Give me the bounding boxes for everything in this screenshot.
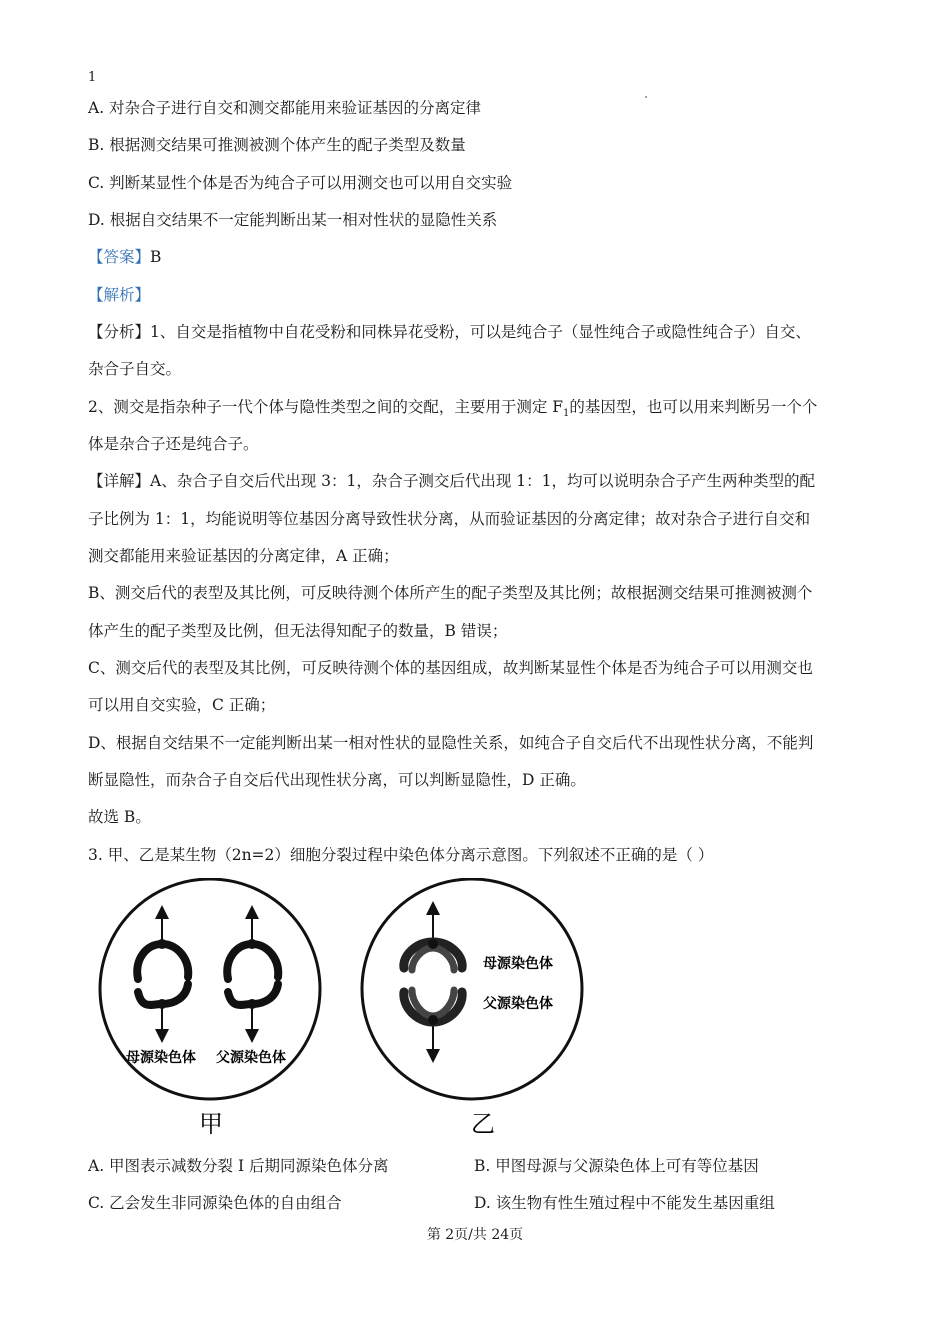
page-marker: 1 <box>88 70 97 85</box>
fenxi-tag: 【分析】 <box>88 323 151 341</box>
yi-label-mother: 母源染色体 <box>483 956 553 972</box>
yi-centromere-lower <box>428 1015 438 1025</box>
stray-dot <box>645 96 647 98</box>
fenxi-line-2: 杂合子自交。 <box>88 360 182 378</box>
jia-centromere-upper-right <box>247 939 257 949</box>
q2-option-d: D. 根据自交结果不一定能判断出某一相对性状的显隐性关系 <box>88 211 498 229</box>
q3-stem: 3. 甲、乙是某生物（2n=2）细胞分裂过程中染色体分离示意图。下列叙述不正确的是（ ） <box>88 846 714 864</box>
yi-chromosome-mother-b <box>412 948 454 970</box>
jia-caption: 甲 <box>199 1110 223 1138</box>
jia-centromere-upper-left <box>157 939 167 949</box>
q2-option-c: C. 判断某显性个体是否为纯合子可以用测交也可以用自交实验 <box>88 174 513 192</box>
ceji-line-2: 体是杂合子还是纯合子。 <box>88 435 259 453</box>
jia-centromere-lower-right <box>247 999 257 1009</box>
ceji-text-1a: 2、测交是指杂种子一代个体与隐性类型之间的交配，主要用于测定 F <box>88 398 564 416</box>
fenxi-text-1: 1、自交是指植物中自花受粉和同株异花受粉，可以是纯合子（显性纯合子或隐性纯合子）自交、 <box>150 323 811 341</box>
yi-caption: 乙 <box>471 1110 495 1138</box>
jia-label-mother: 母源染色体 <box>126 1050 196 1066</box>
jia-chromosome-mother-left <box>137 944 188 979</box>
yi-chromosome-father-b <box>412 990 454 1016</box>
page-footer: 第 2页/共 24页 <box>426 1227 524 1243</box>
jia-cell-outline <box>100 879 320 1099</box>
detail-d-line-2: 断显隐性，而杂合子自交后代出现性状分离，可以判断显隐性，D 正确。 <box>88 771 586 789</box>
answer-tag: 【答案】 <box>88 248 151 266</box>
ceji-text-1b: 的基因型，也可以用来判断另一个个 <box>569 398 818 416</box>
ceji-subscript: 1 <box>563 408 570 420</box>
q3-option-a: A. 甲图表示减数分裂 I 后期同源染色体分离 <box>88 1157 389 1175</box>
detail-a-line-2: 子比例为 1：1，均能说明等位基因分离导致性状分离，从而验证基因的分离定律；故对杂合子进行自交和 <box>88 510 811 528</box>
jia-label-father: 父源染色体 <box>216 1050 286 1066</box>
q3-option-d: D. 该生物有性生殖过程中不能发生基因重组 <box>474 1194 775 1212</box>
conclusion: 故选 B。 <box>88 808 151 826</box>
detail-c-line-2: 可以用自交实验，C 正确； <box>88 696 276 714</box>
yi-label-father: 父源染色体 <box>483 996 553 1012</box>
yi-cell-outline <box>362 879 582 1099</box>
analysis-tag: 【解析】 <box>88 286 151 304</box>
jia-chromosome-mother-right <box>227 944 278 979</box>
q2-option-a: A. 对杂合子进行自交和测交都能用来验证基因的分离定律 <box>88 99 482 117</box>
xiangjie-tag: 【详解】 <box>88 472 151 490</box>
detail-a-line-1 <box>88 470 815 492</box>
detail-d-line-1: D、根据自交结果不一定能判断出某一相对性状的显隐性关系，如纯合子自交后代不出现性状分离，不能判 <box>88 734 814 752</box>
ceji-line-1 <box>88 396 817 425</box>
answer-value: B <box>150 248 162 266</box>
jia-centromere-lower-left <box>157 999 167 1009</box>
q3-option-b: B. 甲图母源与父源染色体上可有等位基因 <box>474 1157 759 1175</box>
answer-line <box>88 246 161 268</box>
detail-a-text-1: A、杂合子自交后代出现 3：1，杂合子测交后代出现 1：1，均可以说明杂合子产生两种类型的配 <box>150 472 816 490</box>
fenxi-line-1 <box>88 321 811 343</box>
q2-option-b: B. 根据测交结果可推测被测个体产生的配子类型及数量 <box>88 136 466 154</box>
detail-c-line-1: C、测交后代的表型及其比例，可反映待测个体的基因组成，故判断某显性个体是否为纯合子可以用测交也 <box>88 659 813 677</box>
detail-b-line-1: B、测交后代的表型及其比例，可反映待测个体所产生的配子类型及其比例；故根据测交结果可推测被测个 <box>88 584 813 602</box>
chromosome-figure <box>96 878 596 1140</box>
detail-a-line-3: 测交都能用来验证基因的分离定律，A 正确； <box>88 547 399 565</box>
yi-centromere-upper <box>428 939 438 949</box>
detail-b-line-2: 体产生的配子类型及比例，但无法得知配子的数量，B 错误； <box>88 622 508 640</box>
q3-option-c: C. 乙会发生非同源染色体的自由组合 <box>88 1194 342 1212</box>
